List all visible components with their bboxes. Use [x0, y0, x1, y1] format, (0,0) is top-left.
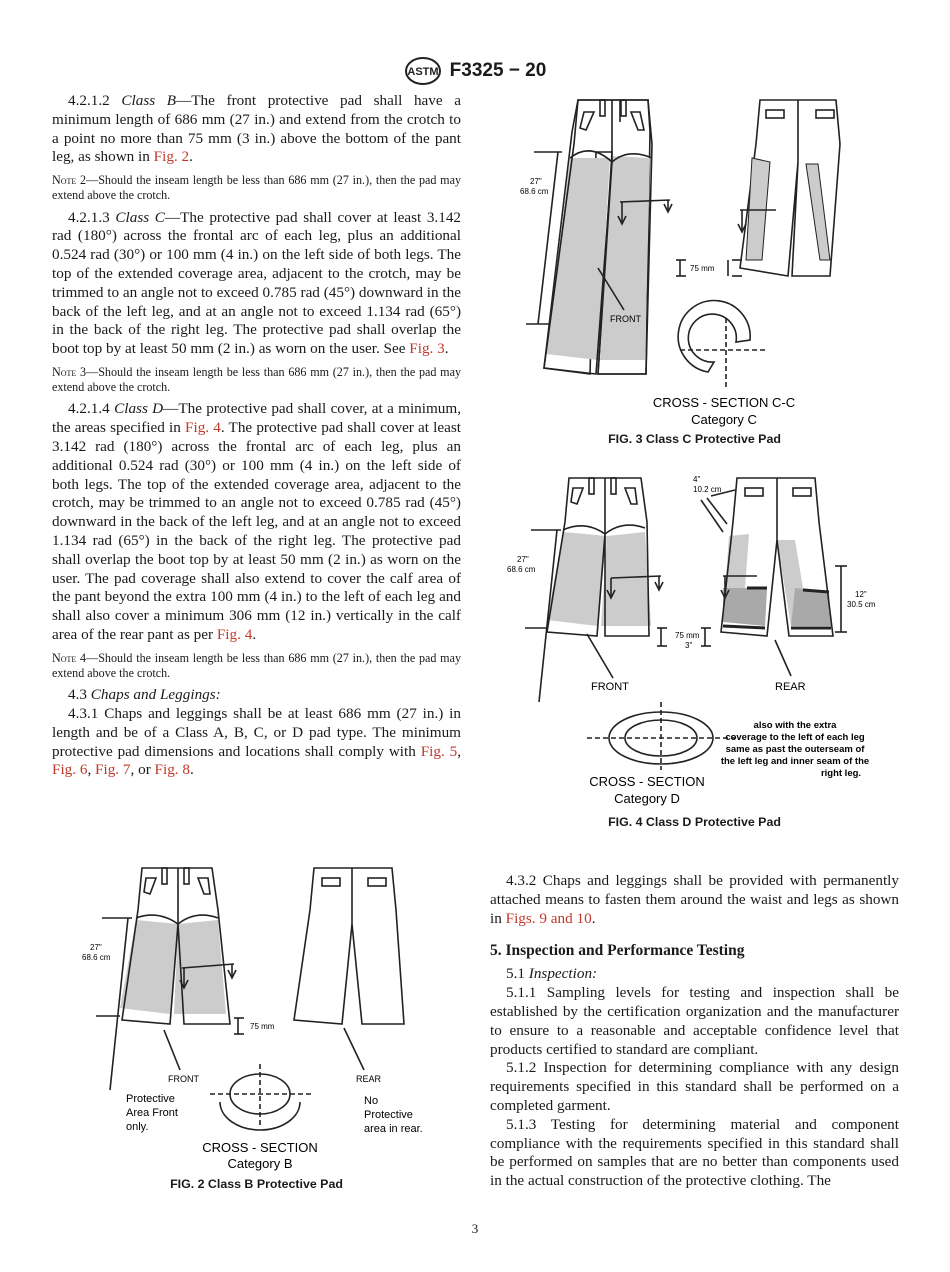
fig4-note-3: same as past the outerseam of: [725, 744, 865, 755]
figs-9-10-link[interactable]: Figs. 9 and 10: [505, 909, 592, 927]
para-4-2-1-4: 4.2.1.4 Class D—The protective pad shall cover, at a minimum, the areas specified in Fig. 4. The protective pad shall cover at least 3.142 rad (180°) across the frontal arc of each leg, plus an additional 0.524 rad (30°) or 100 mm (4 in.) on the left side of both legs. The top of the extended coverage area, adjacent to the crotch, may be trimmed to an angle not to exceed 0.785 rad (45°) downward in the back of the left leg, and at an angle not to exceed 1.134 rad (65°) in the back of the right leg. The protective pad shall overlap the boot top by at least 50 mm (2 in.) as worn on the user. The pad coverage shall also extend to cover the calf area of the pant beyond the extra 100 mm (4 in.) to the left of each leg and shall also cover a minimum 306 mm (12 in.) vertically in the calf area of the rear pant as per Fig. 4.: [52, 400, 462, 643]
fig-3-drawing: [500, 92, 900, 432]
para-4-2-1-3: 4.2.1.3 Class C—The protective pad shall cover at least 3.142 rad (180°) across the frontal arc of each leg, plus an additional 0.524 rad (30°) or 100 mm (4 in.) on the left side of both legs. The top of the extended coverage area, adjacent to the crotch, may be trimmed to an angle not to exceed 0.785 rad (45°) downward in the back of the left leg, and at an angle not to exceed 1.134 rad (65°) in the back of the right leg. The protective pad shall overlap the boot top by at least 50 mm (2 in.) as worn on the user. See Fig. 3.: [52, 208, 462, 358]
fig-4-link[interactable]: Fig. 4: [185, 419, 221, 437]
fig3-dim-75: 75 mm: [690, 264, 715, 273]
fig4-dim-12cm: 30.5 cm: [847, 600, 876, 609]
fig2-dim-cm: 68.6 cm: [82, 953, 111, 962]
section-5-heading: 5. Inspection and Performance Testing: [490, 942, 745, 960]
fig3-dim-in: 27": [530, 177, 542, 186]
left-column: [52, 92, 461, 780]
note-2: Note 2—Should the inseam length be less than 686 mm (27 in.), then the pad may extend above the crotch.: [52, 173, 461, 203]
para-5-1-1: 5.1.1 Sampling levels for testing and inspection shall be established by the certification organization and the manufacturer to ensure to a reasonable and acceptable confidence level that products certified to standard are compliant.: [490, 984, 899, 1058]
fig4-dim-4cm: 10.2 cm: [693, 485, 722, 494]
fig2-dim-75: 75 mm: [250, 1022, 275, 1031]
fig2-rear-note-1: No: [364, 1095, 379, 1107]
fig4-cross-section: CROSS - SECTION: [589, 774, 705, 789]
fig2-front-note-1: Protective: [126, 1093, 175, 1105]
fig-6-link[interactable]: Fig. 6: [52, 761, 88, 779]
para-5-1: 5.1 Inspection:: [506, 965, 598, 983]
fig4-note-5: right leg.: [820, 768, 862, 779]
fig2-front-note-3: only.: [126, 1121, 149, 1133]
fig4-rear-label: REAR: [775, 681, 806, 693]
fig-5-link[interactable]: Fig. 5: [420, 742, 458, 760]
fig3-front-label: FRONT: [610, 314, 641, 324]
astm-logo-icon: [404, 56, 442, 86]
fig4-category: Category D: [614, 791, 680, 806]
fig-3-caption: FIG. 3 Class C Protective Pad: [608, 432, 781, 446]
fig2-cross-section: CROSS - SECTION: [202, 1140, 318, 1155]
fig4-note-2: coverage to the left of each leg: [725, 732, 865, 743]
fig2-dim-in: 27": [90, 943, 102, 952]
fig4-dim-3in: 3": [685, 641, 693, 650]
fig-4-link-2[interactable]: Fig. 4: [216, 625, 253, 643]
para-5-1-2: 5.1.2 Inspection for determining compliance with any design requirements specified in this standard shall be performed on a completed garment.: [490, 1059, 899, 1114]
fig4-note-4: the left leg and inner seam of the: [720, 756, 870, 767]
fig2-rear-note-2: Protective: [364, 1109, 413, 1121]
fig4-dim-12in: 12": [855, 590, 867, 599]
fig4-note-1: also with the extra: [753, 720, 837, 731]
para-4-3-1: 4.3.1 Chaps and leggings shall be at least 686 mm (27 in.) in length and be of a Class A, B, C, or D pad type. The minimum protective pad dimensions and locations shall comply with Fig. 5, Fig. 6, Fig. 7, or Fig. 8.: [52, 704, 461, 779]
fig-4-drawing: [495, 470, 905, 810]
fig-3-link[interactable]: Fig. 3: [409, 340, 445, 358]
svg-text:ASTM: ASTM: [407, 66, 439, 78]
note-4: Note 4—Should the inseam length be less than 686 mm (27 in.), then the pad may extend above the crotch.: [52, 650, 461, 680]
fig2-rear-label: REAR: [356, 1074, 382, 1084]
note-3: Note 3—Should the inseam length be less than 686 mm (27 in.), then the pad may extend above the crotch.: [52, 364, 461, 395]
fig2-category: Category B: [227, 1156, 293, 1171]
page-number: 3: [471, 1221, 479, 1236]
fig-2-caption: FIG. 2 Class B Protective Pad: [170, 1177, 343, 1191]
fig4-dim-4in: 4": [693, 475, 701, 484]
fig4-front-label: FRONT: [591, 681, 629, 693]
fig4-dim-cm: 68.6 cm: [507, 565, 536, 574]
fig4-dim-75: 75 mm: [675, 631, 700, 640]
fig-2-drawing: [60, 858, 460, 1174]
para-4-3: 4.3 Chaps and Leggings:: [68, 686, 221, 704]
para-4-2-1-2: 4.2.1.2 Class B—The front protective pad shall have a minimum length of 686 mm (27 in.) and extend from the crotch to a point no more than 75 mm (3 in.) above the bottom of the pant leg, as shown in Fig. 2.: [52, 92, 461, 166]
fig3-cross-section: CROSS - SECTION C-C: [652, 395, 796, 410]
fig4-dim-in: 27": [517, 555, 529, 564]
fig-2-link[interactable]: Fig. 2: [153, 148, 190, 166]
fig3-category: Category C: [691, 412, 757, 427]
fig3-dim-cm: 68.6 cm: [520, 187, 549, 196]
fig2-front-note-2: Area Front: [126, 1107, 178, 1119]
fig2-rear-note-3: area in rear.: [364, 1123, 423, 1135]
para-4-3-2: 4.3.2 Chaps and leggings shall be provided with permanently attached means to fasten them around the waist and legs as shown in Figs. 9 and 10.: [490, 872, 899, 927]
para-5-1-3: 5.1.3 Testing for determining material and component compliance with the requirements specified in this standard shall be performed on samples that are no better than components used in the actual construction of the protective clothing. The: [490, 1115, 899, 1190]
page-header: [0, 56, 950, 86]
fig-4-caption: FIG. 4 Class D Protective Pad: [608, 815, 781, 829]
fig-7-link[interactable]: Fig. 7: [95, 761, 131, 779]
right-column: [490, 872, 899, 1191]
fig2-front-label: FRONT: [168, 1074, 199, 1084]
document-id: F3325 − 20: [449, 60, 547, 81]
fig-8-link[interactable]: Fig. 8: [154, 761, 190, 779]
